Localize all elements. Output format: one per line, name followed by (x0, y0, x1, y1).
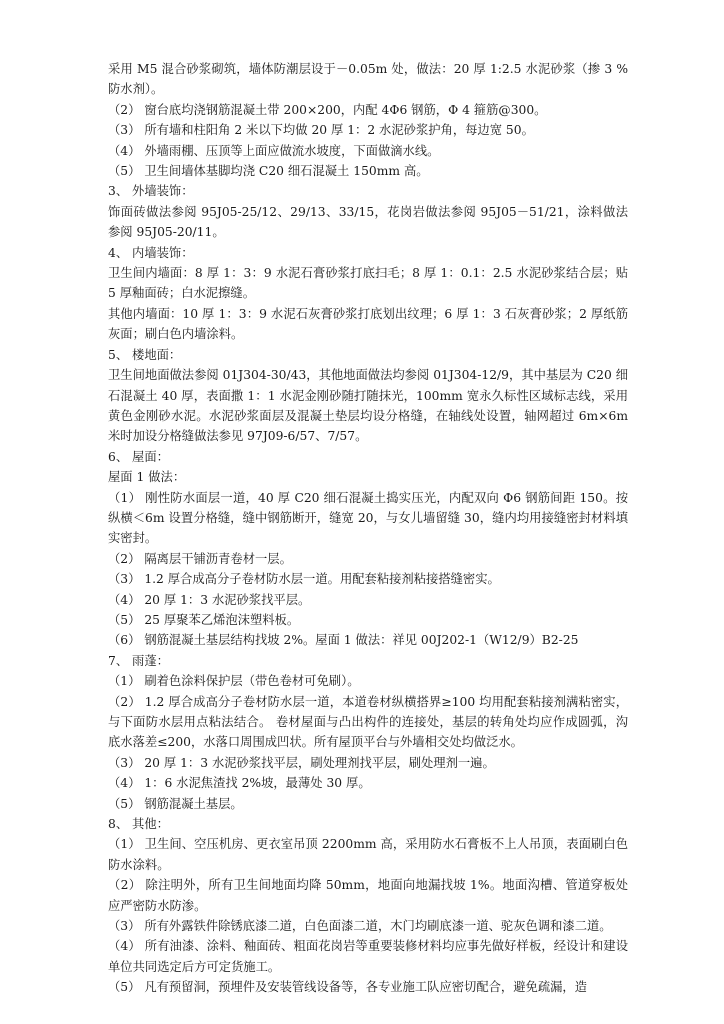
text-line: （3） 20 厚 1：3 水泥砂浆找平层，刷处理剂找平层，刷处理剂一遍。 (108, 755, 495, 770)
text-line: （4） 外墙雨棚、压顶等上面应做流水坡度，下面做滴水线。 (108, 143, 440, 158)
text-line: 卫生间地面做法参阅 01J304-30/43，其他地面做法均参阅 01J304-12/9，其中基层为 C20 细石混凝土 40 厚，表面撒 1：1 水泥金刚砂随打随抹光，100mm 宽永久标性区域标志线，采用黄色金刚砂水泥。水泥砂浆面层及混凝土垫层均设分格缝，在轴线处设置，轴网超过 6m×6m 米时加设分格缝做法参见 97J09-6/57、7/57。 (108, 368, 628, 444)
text-line: 卫生间内墙面：8 厚 1：3：9 水泥石膏砂浆打底扫毛；8 厚 1：0.1：2.5 水泥砂浆结合层；贴 5 厚釉面砖；白水泥擦缝。 (108, 266, 628, 301)
text-line: （2） 1.2 厚合成高分子卷材防水层一道，本道卷材纵横搭界≥100 均用配套粘接剂满粘密实，与下面防水层用点粘法结合。 卷材屋面与凸出构件的连接处，基层的转角处均应作成圆弧，沟底水落差≤200，水落口周围成凹状。所有屋顶平台与外墙相交处均做泛水。 (108, 694, 628, 750)
text-line: （3） 1.2 厚合成高分子卷材防水层一道。用配套粘接剂粘接搭缝密实。 (108, 572, 500, 587)
text-line: （2） 除注明外，所有卫生间地面均降 50mm，地面向地漏找坡 1%。地面沟槽、管道穿板处应严密防水防渗。 (108, 878, 628, 913)
section-heading: 3、 外墙装饰： (108, 184, 194, 199)
text-line: （1） 卫生间、空压机房、更衣室吊顶 2200mm 高，采用防水石膏板不上人吊顶，表面刷白色防水涂料。 (108, 837, 628, 872)
text-line: 采用 M5 混合砂浆砌筑，墙体防潮层设于－0.05m 处，做法：20 厚 1:2.5 水泥砂浆（掺 3 %防水剂）。 (108, 62, 628, 97)
text-line: （5） 钢筋混凝土基层。 (108, 796, 243, 811)
text-line: （1） 刚性防水面层一道，40 厚 C20 细石混凝土捣实压光，内配双向 Φ6 钢筋间距 150。按纵横＜6m 设置分格缝，缝中钢筋断开，缝宽 20，与女儿墙留缝 30，缝内均用接缝密封材料填实密封。 (108, 490, 628, 546)
section-heading: 5、 楼地面： (108, 347, 182, 362)
section-heading: 7、 雨蓬： (108, 653, 169, 668)
section-heading: 6、 屋面： (108, 449, 169, 464)
section-heading: 4、 内墙装饰： (108, 245, 194, 260)
text-line: （4） 1：6 水泥焦渣找 2%坡，最薄处 30 厚。 (108, 776, 371, 791)
text-line: （5） 卫生间墙体基脚均浇 C20 细石混凝土 150mm 高。 (108, 164, 429, 179)
text-line: （4） 20 厚 1：3 水泥砂浆找平层。 (108, 592, 311, 607)
text-line: （2） 窗台底均浇钢筋混凝土带 200×200，内配 4Φ6 钢筋，Φ 4 箍筋@300。 (108, 102, 547, 117)
text-line: （3） 所有外露铁件除锈底漆二道，白色面漆二道，木门均刷底漆一道、驼灰色调和漆二道。 (108, 919, 612, 934)
text-line: 屋面 1 做法： (108, 470, 186, 485)
section-heading: 8、 其他： (108, 817, 169, 832)
document-body (108, 59, 628, 998)
text-line: （5） 25 厚聚苯乙烯泡沫塑料板。 (108, 612, 300, 627)
text-line: 其他内墙面：10 厚 1：3：9 水泥石灰膏砂浆打底划出纹理；6 厚 1：3 石灰膏砂浆；2 厚纸筋灰面；刷白色内墙涂料。 (108, 306, 628, 342)
text-line: （5） 凡有预留洞，预埋件及安装管线设备等，各专业施工队应密切配合，避免疏漏，造 (108, 980, 588, 995)
text-line: （3） 所有墙和柱阳角 2 米以下均做 20 厚 1：2 水泥砂浆护角，每边宽 50。 (108, 123, 534, 138)
text-line: （2） 隔离层干铺沥青卷材一层。 (108, 551, 292, 566)
text-line: （6） 钢筋混凝土基层结构找坡 2%。屋面 1 做法：祥见 00J202-1（W12/9）B2-25 (108, 633, 579, 648)
text-line: （4） 所有油漆、涂料、釉面砖、粗面花岗岩等重要装修材料均应事先做好样板，经设计和建设单位共同选定后方可定货施工。 (108, 939, 628, 974)
text-line: （1） 刷着色涂料保护层（带色卷材可免刷）。 (108, 674, 360, 689)
text-line: 饰面砖做法参阅 95J05-25/12、29/13、33/15，花岗岩做法参阅 95J05－51/21，涂料做法参阅 95J05-20/11。 (108, 204, 628, 240)
